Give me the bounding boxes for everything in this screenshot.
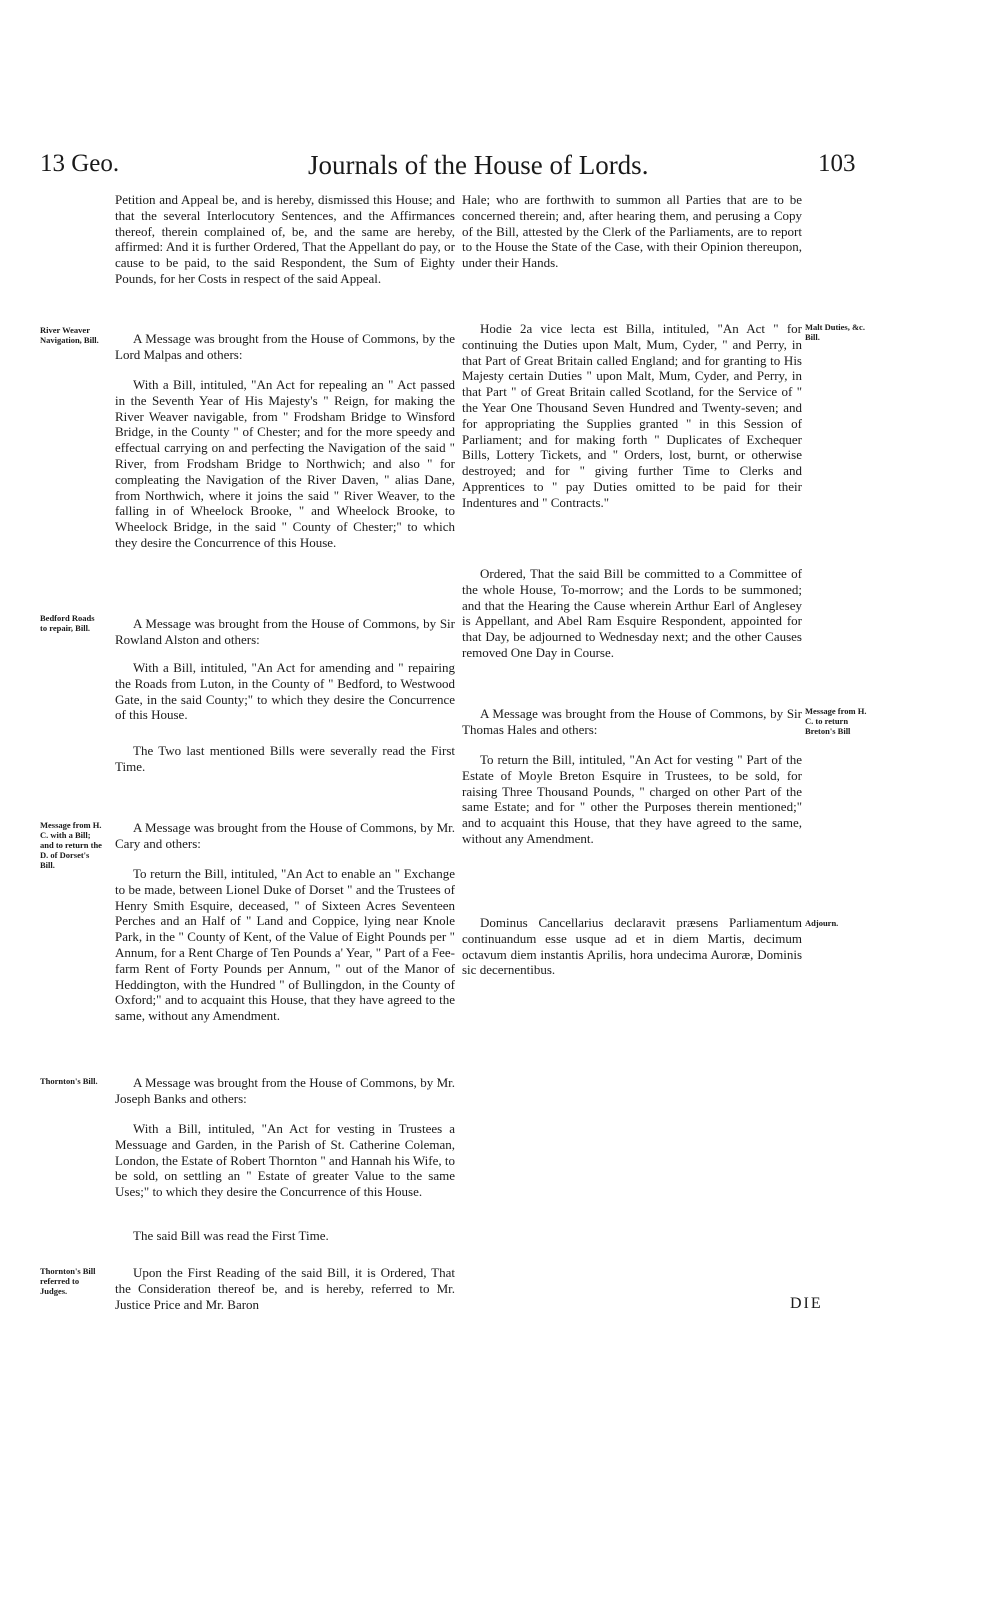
- margin-thornton-judges: Thornton's Bill referred to Judges.: [40, 1266, 96, 1296]
- malt-bill: Hodie 2a vice lecta est Billa, intituled, "An Act " for continuing the Duties upon Malt, Mum, Cyder, " and Perry, in that Part of Great Britain called England; and for granting to His Majesty certain Duties " upon Malt, Mum, Cyder, and Perry, in that Part " of Great Britain called Scotland, for the Service of " the Year One Thousand Seven Hundred and Twenty-seven; and for appropriating the Supplies granted " in this Session of Parliament; and for making forth " Duplicates of Exchequer Bills, Lottery Tickets, and " Orders, lost, burnt, or otherwise destroyed; and for " giving further Time to Clerks and Apprentices to " pay Duties omitted to be paid for their Indentures and " Contracts.": [462, 321, 802, 510]
- margin-malt-duties: Malt Duties, &c. Bill.: [805, 322, 865, 342]
- header-left: 13 Geo.: [40, 150, 120, 177]
- thornton-bill: With a Bill, intituled, "An Act for vesting in Trustees a Messuage and Garden, in the Parish of St. Catherine Coleman, London, the Estate of Robert Thornton " and Hannah his Wife, to be sold, on settling an " Estate of greater Value to the same Uses;" to which they desire the Concurrence of this House.: [115, 1121, 455, 1200]
- margin-dorset: Message from H. C. with a Bill; and to return the D. of Dorset's Bill.: [40, 820, 102, 870]
- margin-thornton: Thornton's Bill.: [40, 1076, 98, 1086]
- committed-order: Ordered, That the said Bill be committed to a Committee of the whole House, To-morrow; and the Lords to be summoned; and that the Hearing the Cause wherein Arthur Earl of Anglesey is Appellant, and Abel Ram Esquire Respondent, appointed for that Day, be adjourned to Wednesday next; and the other Causes removed One Day in Course.: [462, 566, 802, 660]
- bedford-message: A Message was brought from the House of Commons, by Sir Rowland Alston and others:: [115, 616, 455, 647]
- weaver-message: A Message was brought from the House of Commons, by the Lord Malpas and others:: [115, 331, 455, 362]
- hale-text: Hale; who are forthwith to summon all Parties that are to be concerned therein; and, after hearing them, and perusing a Copy of the Bill, attested by the Clerk of the Parliaments, are to report to the House the State of the Case, with their Opinion thereupon, under their Hands.: [462, 192, 802, 271]
- catchword: DIE: [790, 1295, 823, 1312]
- bedford-bill: With a Bill, intituled, "An Act for amending and " repairing the Roads from Luton, in the County of " Bedford, to Westwood Gate, in the said County;" to which they desire the Concurrence of this House.: [115, 660, 455, 723]
- thornton-message: A Message was brought from the House of Commons, by Mr. Joseph Banks and others:: [115, 1075, 455, 1106]
- margin-bedford-roads: Bedford Roads to repair, Bill.: [40, 613, 95, 633]
- weaver-bill: With a Bill, intituled, "An Act for repealing an " Act passed in the Seventh Year of His Majesty's " Reign, for making the River Weaver navigable, from " Frodsham Bridge to Winsford Bridge, in the County " of Chester; and for the more speedy and effectual carrying on and perfecting the Navigation of the said " River, from Frodsham Bridge to Northwich; and also " for compleating the Navigation of the River Daven, " alias Dane, from Northwich, where it joins the said " River Weaver, to the falling in of Wheelock Brooke, " and Wheelock Brooke, to Wheelock Bridge, in the said " County of Chester;" to which they desire the Concurrence of this House.: [115, 377, 455, 550]
- breton-bill: To return the Bill, intituled, "An Act for vesting " Part of the Estate of Moyle Breton Esquire in Trustees, to be sold, for raising Three Thousand Pounds, " charged on other Part of the same Estate; and for " other the Purposes therein mentioned;" and to acquaint this House, that they have agreed to the same, without any Amendment.: [462, 752, 802, 846]
- judges-referral: Upon the First Reading of the said Bill, it is Ordered, That the Consideration thereof be, and is hereby, referred to Mr. Justice Price and Mr. Baron: [115, 1265, 455, 1312]
- margin-river-weaver: River Weaver Navigation, Bill.: [40, 325, 99, 345]
- margin-breton: Message from H. C. to return Breton's Bill: [805, 706, 867, 736]
- dorset-bill: To return the Bill, intituled, "An Act to enable an " Exchange to be made, between Lionel Duke of Dorset " and the Trustees of Henry Smith Esquire, deceased, " of Sixteen Acres Seventeen Perches and an Half of " Land and Coppice, lying near Knole Park, in the " County of Kent, of the Value of Eight Pounds per " Annum, for a Rent Charge of Ten Pounds a' Year, " Part of a Fee-farm Rent of Forty Pounds per Annum, " out of the Manor of Heddington, with the Hundred " of Bullingdon, in the County of Oxford;" and to acquaint this House, that they have agreed to the same, without any Amendment.: [115, 866, 455, 1024]
- dorset-message: A Message was brought from the House of Commons, by Mr. Cary and others:: [115, 820, 455, 851]
- breton-message: A Message was brought from the House of Commons, by Sir Thomas Hales and others:: [462, 706, 802, 737]
- adjournment-text: Dominus Cancellarius declaravit præsens Parliamentum continuandum esse usque ad et in diem Martis, decimum octavum diem instantis Aprilis, hora undecima Auroræ, Dominis sic decernentibus.: [462, 915, 802, 978]
- thornton-read: The said Bill was read the First Time.: [133, 1228, 329, 1243]
- header-title: Journals of the House of Lords.: [308, 150, 649, 180]
- page-number: 103: [818, 150, 856, 177]
- appeal-text: Petition and Appeal be, and is hereby, dismissed this House; and that the several Interlocutory Sentences, and the Affirmances thereof, therein complained of, be, and the same are hereby, affirmed: And it is further Ordered, That the Appellant do pay, or cause to be paid, to the said Respondent, the Sum of Eighty Pounds, for her Costs in respect of the said Appeal.: [115, 192, 455, 286]
- margin-adjourn: Adjourn.: [805, 918, 839, 928]
- two-bills-read: The Two last mentioned Bills were severally read the First Time.: [115, 743, 455, 774]
